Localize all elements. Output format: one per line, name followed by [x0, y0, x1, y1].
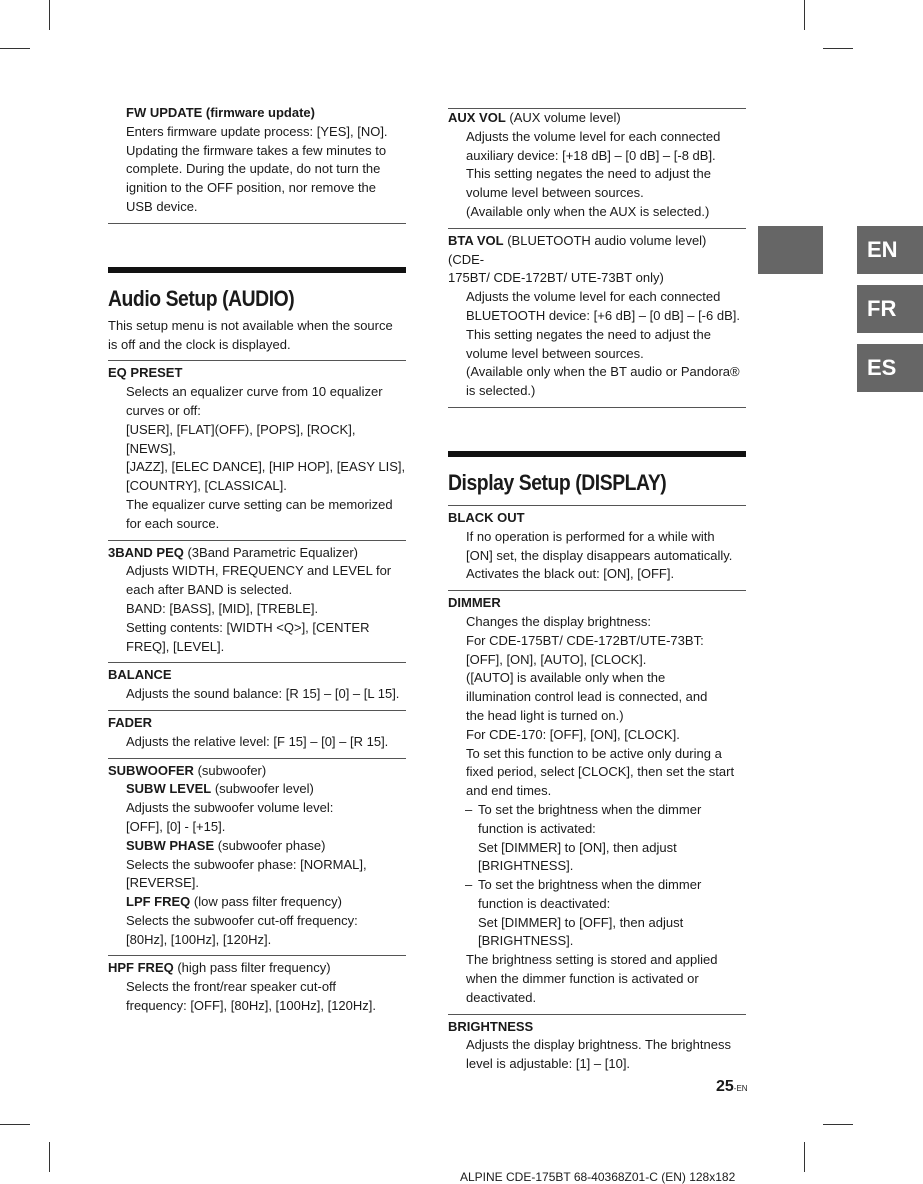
eq-preset-title: EQ PRESET — [108, 365, 183, 381]
display-section-title: Display Setup (DISPLAY) — [448, 469, 667, 495]
subw-phase-line: Selects the subwoofer phase: [NORMAL], — [126, 856, 367, 872]
left-column — [108, 104, 406, 1022]
eq-preset-line: curves or off: — [126, 402, 201, 418]
balance-title: BALANCE — [108, 667, 172, 683]
dimmer-line: ([AUTO] is available only when the — [466, 670, 666, 686]
dimmer-line: For CDE-170: [OFF], [ON], [CLOCK]. — [466, 726, 680, 742]
subw-phase-title: SUBW PHASE (subwoofer phase) — [126, 837, 326, 853]
fw-update-line: complete. During the update, do not turn the — [126, 161, 381, 177]
lang-tab-es: ES — [857, 344, 923, 392]
bta-vol-title: BTA VOL (BLUETOOTH audio volume level) (CDE- — [448, 232, 707, 267]
fw-update-line: Enters firmware update process: [YES], [NO]. — [126, 123, 388, 139]
fw-update-line: USB device. — [126, 198, 198, 214]
dimmer-line: the head light is turned on.) — [466, 707, 624, 723]
aux-vol-line: Adjusts the volume level for each connected — [466, 128, 721, 144]
bta-vol-line: BLUETOOTH device: [+6 dB] – [0 dB] – [-6 dB]. — [466, 307, 740, 323]
dimmer-line: deactivated. — [466, 989, 537, 1005]
section-rule — [448, 451, 746, 457]
aux-vol-line: This setting negates the need to adjust the — [466, 166, 712, 182]
hpf-freq-entry — [108, 956, 406, 1021]
eq-preset-line: The equalizer curve setting can be memorized — [126, 496, 393, 512]
3band-peq-line: BAND: [BASS], [MID], [TREBLE]. — [126, 600, 319, 616]
eq-preset-line: [JAZZ], [ELEC DANCE], [HIP HOP], [EASY LIS], — [126, 459, 406, 475]
fw-update-line: ignition to the OFF position, nor remove the — [126, 180, 377, 196]
hpf-freq-title: HPF FREQ (high pass filter frequency) — [108, 960, 331, 976]
aux-vol-entry — [448, 108, 746, 229]
dimmer-line: fixed period, select [CLOCK], then set the start — [466, 764, 735, 780]
dimmer-entry — [448, 591, 746, 1015]
subwoofer-title: SUBWOOFER (subwoofer) — [108, 762, 267, 778]
eq-preset-line: Selects an equalizer curve from 10 equalizer — [126, 384, 383, 400]
right-column — [448, 108, 746, 1080]
3band-peq-entry — [108, 541, 406, 664]
brightness-entry — [448, 1015, 746, 1080]
lpf-freq-line: [80Hz], [100Hz], [120Hz]. — [126, 931, 272, 947]
crop-mark — [0, 1124, 30, 1125]
dimmer-bullet-line: Set [DIMMER] to [ON], then adjust — [478, 839, 677, 855]
dimmer-line: illumination control lead is connected, and — [466, 689, 708, 705]
audio-section-title: Audio Setup (AUDIO) — [108, 285, 295, 311]
bta-vol-line: is selected.) — [466, 383, 536, 399]
fader-title: FADER — [108, 714, 153, 730]
dimmer-bullet-line: function is activated: — [478, 820, 596, 836]
language-indicator — [758, 226, 823, 274]
dimmer-bullet-line: Set [DIMMER] to [OFF], then adjust — [478, 914, 684, 930]
dimmer-bullet: – To set the brightness when the dimmer — [448, 876, 746, 895]
aux-vol-line: volume level between sources. — [466, 185, 644, 201]
bta-vol-title-cont: 175BT/ CDE-172BT/ UTE-73BT only) — [448, 270, 664, 286]
black-out-line: If no operation is performed for a while with — [466, 528, 715, 544]
3band-peq-line: each after BAND is selected. — [126, 582, 293, 598]
lpf-freq-line: Selects the subwoofer cut-off frequency: — [126, 912, 358, 928]
page-number: 25-EN — [716, 1078, 748, 1095]
audio-section-intro: This setup menu is not available when the source is off and the clock is displayed. — [108, 317, 406, 362]
crop-mark — [804, 0, 805, 30]
aux-vol-title: AUX VOL (AUX volume level) — [448, 110, 621, 125]
fw-update-title: FW UPDATE (firmware update) — [126, 105, 315, 120]
bta-vol-line: This setting negates the need to adjust the — [466, 326, 712, 342]
fw-update-entry — [108, 104, 406, 224]
black-out-title: BLACK OUT — [448, 509, 525, 525]
3band-peq-title: 3BAND PEQ (3Band Parametric Equalizer) — [108, 544, 358, 560]
dimmer-bullet-line: function is deactivated: — [478, 895, 611, 911]
subw-phase-line: [REVERSE]. — [126, 875, 199, 891]
dimmer-line: Changes the display brightness: — [466, 613, 652, 629]
black-out-line: [ON] set, the display disappears automatically. — [466, 547, 733, 563]
bta-vol-line: (Available only when the BT audio or Pandora® — [466, 364, 740, 380]
dimmer-bullet-line: [BRIGHTNESS]. — [478, 933, 574, 949]
3band-peq-line: FREQ], [LEVEL]. — [126, 638, 225, 654]
subw-level-line: [OFF], [0] - [+15]. — [126, 818, 226, 834]
dimmer-title: DIMMER — [448, 595, 501, 611]
crop-mark — [49, 1142, 50, 1172]
dimmer-bullet-line: [BRIGHTNESS]. — [478, 858, 574, 874]
dimmer-line: For CDE-175BT/ CDE-172BT/UTE-73BT: — [466, 632, 704, 648]
dimmer-bullet: – To set the brightness when the dimmer — [448, 801, 746, 820]
3band-peq-line: Setting contents: [WIDTH <Q>], [CENTER — [126, 619, 370, 635]
brightness-line: Adjusts the display brightness. The brightness — [466, 1037, 731, 1053]
dimmer-line: The brightness setting is stored and applied — [466, 952, 718, 968]
lpf-freq-title: LPF FREQ (low pass filter frequency) — [126, 894, 343, 910]
hpf-freq-line: Selects the front/rear speaker cut-off — [126, 979, 337, 995]
dimmer-line: [OFF], [ON], [AUTO], [CLOCK]. — [466, 651, 647, 667]
subw-level-title: SUBW LEVEL (subwoofer level) — [126, 781, 314, 797]
footer-code: ALPINE CDE-175BT 68-40368Z01-C (EN) 128x182 — [460, 1170, 736, 1184]
dimmer-line: when the dimmer function is activated or — [466, 971, 699, 987]
crop-mark — [0, 48, 30, 49]
subwoofer-entry — [108, 759, 406, 957]
aux-vol-line: auxiliary device: [+18 dB] – [0 dB] – [-8 dB]. — [466, 147, 716, 163]
bta-vol-entry — [448, 229, 746, 408]
dimmer-line: To set this function to be active only during a — [466, 745, 722, 761]
lang-tab-fr: FR — [857, 285, 923, 333]
eq-preset-entry — [108, 361, 406, 540]
bta-vol-line: Adjusts the volume level for each connected — [466, 289, 721, 305]
fader-line: Adjusts the relative level: [F 15] – [0] – [R 15]. — [126, 733, 389, 749]
brightness-line: level is adjustable: [1] – [10]. — [466, 1056, 631, 1072]
subw-level-line: Adjusts the subwoofer volume level: — [126, 800, 334, 816]
aux-vol-line: (Available only when the AUX is selected.) — [466, 203, 710, 219]
bta-vol-line: volume level between sources. — [466, 345, 644, 361]
eq-preset-line: [COUNTRY], [CLASSICAL]. — [126, 478, 287, 494]
black-out-entry — [448, 505, 746, 591]
eq-preset-line: [USER], [FLAT](OFF), [POPS], [ROCK], [NEWS], — [126, 421, 356, 456]
crop-mark — [49, 0, 50, 30]
eq-preset-line: for each source. — [126, 515, 220, 531]
fw-update-line: Updating the firmware takes a few minutes to — [126, 142, 387, 158]
lang-tab-en: EN — [857, 226, 923, 274]
balance-line: Adjusts the sound balance: [R 15] – [0] – [L 15]. — [126, 686, 400, 702]
fader-entry — [108, 711, 406, 759]
section-rule — [108, 267, 406, 273]
brightness-title: BRIGHTNESS — [448, 1018, 534, 1034]
crop-mark — [804, 1142, 805, 1172]
black-out-line: Activates the black out: [ON], [OFF]. — [466, 566, 675, 582]
balance-entry — [108, 663, 406, 711]
crop-mark — [823, 1124, 853, 1125]
hpf-freq-line: frequency: [OFF], [80Hz], [100Hz], [120Hz]. — [126, 998, 376, 1014]
crop-mark — [823, 48, 853, 49]
3band-peq-line: Adjusts WIDTH, FREQUENCY and LEVEL for — [126, 563, 392, 579]
dimmer-line: and end times. — [466, 783, 552, 799]
